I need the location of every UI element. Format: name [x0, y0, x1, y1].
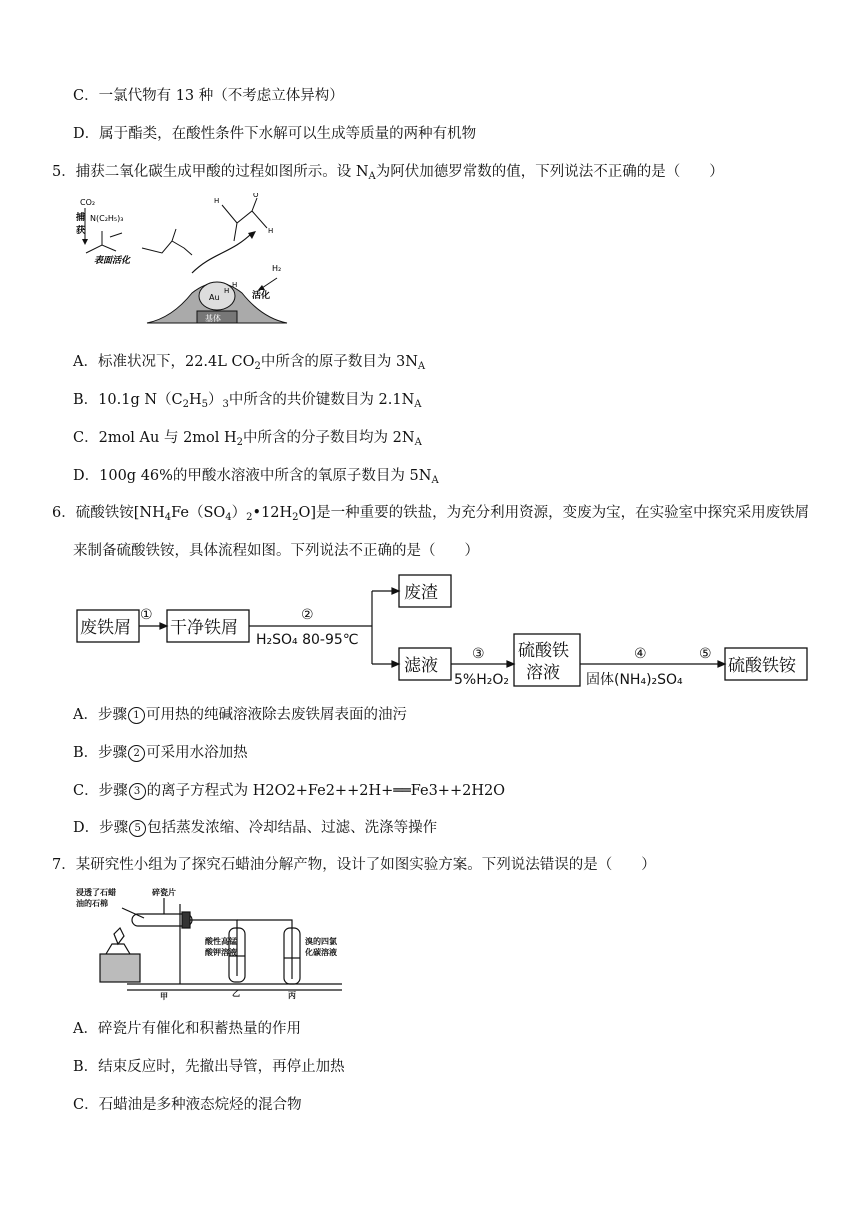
q6-stem-line2: 来制备硫酸铁铵，具体流程如图。下列说法不正确的是（ ）	[73, 543, 479, 559]
fig-bing-label: 丙	[288, 991, 296, 1000]
fig-kmno4-label2: 酸钾溶液	[205, 948, 237, 957]
flow-condition-3: 5%H₂O₂	[454, 672, 509, 688]
q4-option-c: C．一氯代物有 13 种（不考虑立体异构）	[73, 88, 344, 104]
flow-step-2: ②	[301, 607, 314, 623]
svg-text:O: O	[253, 193, 259, 199]
fig-surface-label: 表面活化	[94, 256, 131, 266]
q6-option-c-equation: 2O2+Fe2++2H+══Fe3++2H2O	[265, 783, 506, 799]
q7-option-a: A．碎瓷片有催化和积蓄热量的作用	[73, 1021, 301, 1037]
fig-au-label: Au	[209, 293, 220, 302]
svg-text:H: H	[268, 227, 274, 235]
flow-step-1: ①	[140, 607, 153, 623]
flow-box-filtrate-label: 滤液	[404, 656, 438, 676]
q5-co2-capture-figure	[72, 193, 302, 335]
q5-option-b: B．10.1g $N(C_2H_5)_3$中所含的共价键数目为 $2.1N_A$	[73, 392, 422, 410]
q6-option-a: A．步骤 1 可用热的纯碱溶液除去废铁屑表面的油污	[73, 707, 407, 723]
q6-option-d: D．步骤 5 包括蒸发浓缩、冷却结晶、过滤、洗涤等操作	[73, 820, 438, 836]
q5-option-a: A．标准状况下，22.4L $CO_2$中所含的原子数目为 $3N_A$	[73, 354, 426, 372]
q5-option-d: D．100g 46%的甲酸水溶液中所含的氧原子数目为 $5N_A$	[73, 468, 439, 486]
svg-text:H: H	[232, 281, 238, 289]
flow-box-ferric-sulfate-label2: 溶液	[526, 663, 560, 683]
q7-apparatus-figure	[72, 884, 344, 1004]
q6-option-b: B．步骤 2 可采用水浴加热	[73, 745, 248, 761]
q4-option-d: D．属于酯类，在酸性条件下水解可以生成等质量的两种有机物	[73, 126, 477, 142]
q6-option-c: C．步骤 3 的离子方程式为 H2O2+Fe2++2H+══Fe3++2H2O	[73, 783, 506, 799]
q5-option-c: C．2mol Au 与 2mol $H_2$中所含的分子数目均为 $2N_A$	[73, 430, 422, 448]
flow-box-product-label: 硫酸铁铵	[728, 656, 796, 676]
flow-condition-4: 固体(NH₄)₂SO₄	[586, 672, 683, 688]
flow-step-3: ③	[472, 646, 485, 662]
q5-stem: 5．捕获二氧化碳生成甲酸的过程如图所示。设 $N_A$为阿伏加德罗常数的值，下列说法不正确的是（ ）	[52, 164, 724, 182]
fig-bromine-label2: 化碳溶液	[305, 948, 337, 957]
flow-step-5: ⑤	[699, 646, 712, 662]
q6-stem-line1: 6．硫酸铁铵$[NH_4Fe(SO_4)_2•12H_2O]$是一种重要的铁盐，为充分利用资源，变废为宝，在实验室中探究采用废铁屑	[52, 505, 810, 523]
svg-text:H: H	[224, 287, 230, 295]
flow-box-clean-iron-label: 干净铁屑	[170, 618, 238, 638]
fig-substrate-label: 基体	[205, 314, 221, 323]
fig-yi-label: 乙	[232, 989, 240, 998]
fig-bromine-label1: 溴的四氯	[305, 937, 337, 946]
flow-box-waste-iron-label: 废铁屑	[80, 618, 131, 638]
flow-box-ferric-sulfate-label1: 硫酸铁	[518, 641, 569, 661]
fig-activate-label: 活化	[252, 291, 271, 301]
fig-co2-label: CO₂	[80, 198, 96, 207]
fig-h2-label: H₂	[272, 264, 282, 273]
q6-flowchart	[74, 572, 814, 692]
fig-porcelain-label: 碎瓷片	[152, 888, 176, 897]
flow-step-4: ④	[634, 646, 647, 662]
flow-condition-2: H₂SO₄ 80-95℃	[256, 632, 359, 648]
q7-option-c: C．石蜡油是多种液态烷烃的混合物	[73, 1097, 302, 1113]
q7-stem: 7．某研究性小组为了探究石蜡油分解产物，设计了如图实验方案。下列说法错误的是（ ）	[52, 857, 656, 873]
flow-box-residue-label: 废渣	[404, 583, 438, 603]
fig-kmno4-label1: 酸性高锰	[205, 937, 237, 946]
svg-text:H: H	[214, 197, 220, 205]
fig-jia-label: 甲	[160, 992, 168, 1001]
fig-capture-label2: 获	[76, 226, 86, 236]
fig-asbestos-label1: 浸透了石蜡	[76, 888, 116, 897]
fig-asbestos-label2: 油的石棉	[76, 899, 108, 908]
fig-amine-label: N(C₂H₅)₃	[90, 214, 124, 223]
fig-capture-label: 捕	[76, 213, 86, 223]
q7-option-b: B．结束反应时，先撤出导管，再停止加热	[73, 1059, 345, 1075]
